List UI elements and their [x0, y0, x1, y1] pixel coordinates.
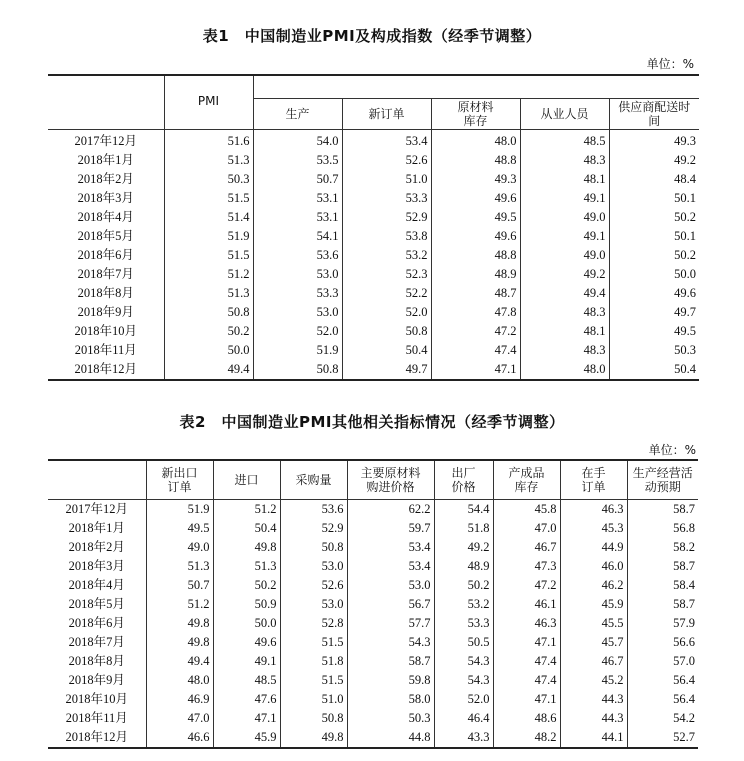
table-cell: 48.3 [520, 303, 609, 322]
table-cell: 53.0 [253, 303, 342, 322]
table-cell: 52.6 [342, 151, 431, 170]
table-cell: 50.0 [213, 614, 280, 633]
table-cell: 51.3 [164, 151, 253, 170]
table-cell: 53.6 [280, 500, 347, 520]
table-cell: 50.3 [164, 170, 253, 189]
table-cell: 51.9 [164, 227, 253, 246]
table-cell: 52.2 [342, 284, 431, 303]
table-cell: 56.6 [627, 633, 698, 652]
pmi-composition-table [48, 74, 699, 381]
table-cell: 56.8 [627, 519, 698, 538]
table-cell: 58.7 [347, 652, 434, 671]
table-cell: 53.5 [253, 151, 342, 170]
table-cell: 50.2 [213, 576, 280, 595]
table-cell: 53.4 [347, 538, 434, 557]
table-cell: 47.4 [431, 341, 520, 360]
table-cell: 48.1 [520, 170, 609, 189]
table-cell: 45.8 [493, 500, 560, 520]
table-row [48, 265, 699, 284]
table-cell: 51.8 [280, 652, 347, 671]
row-month-label: 2018年9月 [77, 305, 134, 319]
table-cell: 50.8 [280, 709, 347, 728]
table-cell: 49.6 [431, 227, 520, 246]
table-cell: 48.5 [213, 671, 280, 690]
table-cell: 52.8 [280, 614, 347, 633]
row-month-label: 2018年4月 [77, 210, 134, 224]
table-cell: 46.7 [493, 538, 560, 557]
table-cell: 53.4 [347, 557, 434, 576]
table-cell: 49.1 [213, 652, 280, 671]
table-cell: 47.3 [493, 557, 560, 576]
table-cell: 49.6 [609, 284, 699, 303]
row-month-label: 2018年11月 [65, 711, 128, 725]
table-cell: 53.0 [347, 576, 434, 595]
table-cell: 58.7 [627, 595, 698, 614]
table-cell: 49.8 [146, 633, 213, 652]
table-cell: 43.3 [434, 728, 493, 748]
table2-unit-label: 单位：% [648, 443, 696, 457]
table-cell: 52.0 [253, 322, 342, 341]
table-cell: 48.0 [146, 671, 213, 690]
row-month-label: 2018年12月 [74, 362, 137, 376]
table-cell: 44.3 [560, 709, 627, 728]
table-cell: 49.5 [431, 208, 520, 227]
row-month-label: 2018年7月 [77, 267, 134, 281]
table-cell: 50.4 [609, 360, 699, 380]
table-cell: 48.8 [431, 151, 520, 170]
table-row [48, 284, 699, 303]
table2-body [48, 500, 698, 749]
table-cell: 50.1 [609, 227, 699, 246]
table1-subheader-cell: 供应商配送时 间 [609, 99, 699, 130]
table-cell: 44.8 [347, 728, 434, 748]
table-cell: 54.0 [253, 130, 342, 152]
table-cell: 51.8 [434, 519, 493, 538]
row-month-label: 2018年3月 [77, 191, 134, 205]
row-month-label: 2018年1月 [68, 521, 125, 535]
table-cell: 58.2 [627, 538, 698, 557]
table-cell: 44.3 [560, 690, 627, 709]
table-cell: 54.2 [627, 709, 698, 728]
table-cell: 48.9 [431, 265, 520, 284]
table-cell: 48.6 [493, 709, 560, 728]
table-cell: 49.1 [520, 227, 609, 246]
row-month-label: 2018年3月 [68, 559, 125, 573]
table1-header-pmi: PMI [164, 75, 253, 130]
pmi-other-indicators-table [48, 459, 698, 749]
table-cell: 54.4 [434, 500, 493, 520]
table-cell: 51.5 [164, 246, 253, 265]
table-cell: 58.7 [627, 557, 698, 576]
table-cell: 51.5 [280, 633, 347, 652]
table-cell: 49.6 [213, 633, 280, 652]
table-cell: 51.2 [164, 265, 253, 284]
table-cell: 44.9 [560, 538, 627, 557]
table-cell: 50.2 [609, 208, 699, 227]
table1-subheader-cell: 新订单 [342, 99, 431, 130]
table-cell: 51.3 [213, 557, 280, 576]
table2-header-cell: 生产经营活 动预期 [627, 460, 698, 500]
table-cell: 45.3 [560, 519, 627, 538]
table-row [48, 633, 698, 652]
table-cell: 49.0 [520, 246, 609, 265]
table-row [48, 341, 699, 360]
table-cell: 46.0 [560, 557, 627, 576]
table-cell: 50.0 [164, 341, 253, 360]
table-row [48, 151, 699, 170]
table-cell: 48.8 [431, 246, 520, 265]
table-cell: 46.2 [560, 576, 627, 595]
table-cell: 54.3 [347, 633, 434, 652]
table-cell: 58.7 [627, 500, 698, 520]
table-cell: 50.7 [146, 576, 213, 595]
table1-body [48, 130, 699, 381]
table2-header-cell: 采购量 [280, 460, 347, 500]
table-row [48, 728, 698, 748]
row-month-label: 2018年8月 [77, 286, 134, 300]
table-row [48, 246, 699, 265]
table1-unit-label: 单位：% [646, 57, 694, 71]
table-cell: 47.2 [431, 322, 520, 341]
table-row [48, 130, 699, 152]
table-cell: 53.8 [342, 227, 431, 246]
table-cell: 47.4 [493, 671, 560, 690]
table-cell: 52.0 [434, 690, 493, 709]
table-cell: 51.3 [164, 284, 253, 303]
table-cell: 48.9 [434, 557, 493, 576]
row-month-label: 2018年9月 [68, 673, 125, 687]
table-cell: 47.6 [213, 690, 280, 709]
table-cell: 49.0 [146, 538, 213, 557]
table-cell: 50.4 [213, 519, 280, 538]
table-cell: 54.3 [434, 652, 493, 671]
table-row [48, 500, 698, 520]
table-cell: 48.0 [431, 130, 520, 152]
row-month-label: 2018年5月 [77, 229, 134, 243]
table-cell: 50.3 [609, 341, 699, 360]
table-cell: 53.2 [342, 246, 431, 265]
row-month-label: 2018年7月 [68, 635, 125, 649]
table-cell: 53.0 [253, 265, 342, 284]
table2-header-cell: 在手 订单 [560, 460, 627, 500]
table-cell: 51.2 [213, 500, 280, 520]
table-cell: 49.0 [520, 208, 609, 227]
table-cell: 49.4 [164, 360, 253, 380]
table-row [48, 322, 699, 341]
table-cell: 50.8 [280, 538, 347, 557]
table-row [48, 671, 698, 690]
table-cell: 48.7 [431, 284, 520, 303]
table-cell: 50.8 [342, 322, 431, 341]
table-row [48, 690, 698, 709]
table-cell: 50.8 [164, 303, 253, 322]
table-cell: 49.2 [520, 265, 609, 284]
row-month-label: 2018年11月 [74, 343, 137, 357]
table-cell: 54.3 [434, 671, 493, 690]
table-cell: 50.4 [342, 341, 431, 360]
table-cell: 51.3 [146, 557, 213, 576]
table-cell: 51.5 [164, 189, 253, 208]
table-cell: 52.7 [627, 728, 698, 748]
table-cell: 47.8 [431, 303, 520, 322]
table-row [48, 709, 698, 728]
table-cell: 47.1 [493, 633, 560, 652]
row-month-label: 2018年6月 [68, 616, 125, 630]
table-cell: 49.8 [280, 728, 347, 748]
table-cell: 48.3 [520, 341, 609, 360]
table-cell: 56.7 [347, 595, 434, 614]
table-cell: 46.3 [560, 500, 627, 520]
table-row [48, 576, 698, 595]
table2-corner-cell [48, 460, 146, 500]
table-row [48, 360, 699, 380]
table-cell: 47.1 [213, 709, 280, 728]
table2-header-row [48, 460, 698, 500]
table-row [48, 208, 699, 227]
table-cell: 53.3 [342, 189, 431, 208]
table-row [48, 538, 698, 557]
table-cell: 51.0 [342, 170, 431, 189]
table-cell: 48.4 [609, 170, 699, 189]
table-cell: 50.9 [213, 595, 280, 614]
table-cell: 44.1 [560, 728, 627, 748]
row-month-label: 2017年12月 [74, 134, 137, 148]
table-cell: 49.7 [342, 360, 431, 380]
table-cell: 57.7 [347, 614, 434, 633]
table-cell: 53.4 [342, 130, 431, 152]
table-cell: 52.6 [280, 576, 347, 595]
table-row [48, 189, 699, 208]
table-row [48, 614, 698, 633]
table-cell: 51.6 [164, 130, 253, 152]
table-cell: 46.1 [493, 595, 560, 614]
table-cell: 50.7 [253, 170, 342, 189]
table2-header-cell: 出厂 价格 [434, 460, 493, 500]
table-cell: 49.7 [609, 303, 699, 322]
table-cell: 49.2 [609, 151, 699, 170]
table-cell: 47.0 [493, 519, 560, 538]
table-cell: 48.0 [520, 360, 609, 380]
table-cell: 51.4 [164, 208, 253, 227]
table-cell: 49.8 [213, 538, 280, 557]
table-cell: 52.3 [342, 265, 431, 284]
table-cell: 56.4 [627, 671, 698, 690]
table-cell: 50.2 [609, 246, 699, 265]
table-cell: 46.7 [560, 652, 627, 671]
table-row [48, 519, 698, 538]
table-cell: 49.1 [520, 189, 609, 208]
table-row [48, 557, 698, 576]
table-cell: 45.9 [560, 595, 627, 614]
table-cell: 48.5 [520, 130, 609, 152]
row-month-label: 2017年12月 [65, 502, 128, 516]
row-month-label: 2018年12月 [65, 730, 128, 744]
table-cell: 53.1 [253, 189, 342, 208]
table-cell: 45.2 [560, 671, 627, 690]
table-cell: 46.6 [146, 728, 213, 748]
table-cell: 52.9 [280, 519, 347, 538]
table-cell: 49.2 [434, 538, 493, 557]
table-cell: 49.3 [431, 170, 520, 189]
table-cell: 49.4 [146, 652, 213, 671]
table2-header-cell: 主要原材料 购进价格 [347, 460, 434, 500]
table1-subheader-cell: 原材料 库存 [431, 99, 520, 130]
table-cell: 52.0 [342, 303, 431, 322]
table-cell: 47.1 [493, 690, 560, 709]
table-cell: 46.3 [493, 614, 560, 633]
table-cell: 58.4 [627, 576, 698, 595]
table-cell: 46.4 [434, 709, 493, 728]
table-cell: 49.3 [609, 130, 699, 152]
table-cell: 51.5 [280, 671, 347, 690]
table-cell: 49.6 [431, 189, 520, 208]
row-month-label: 2018年6月 [77, 248, 134, 262]
table1-subheader-cell: 从业人员 [520, 99, 609, 130]
table-row [48, 652, 698, 671]
table-cell: 59.8 [347, 671, 434, 690]
row-month-label: 2018年2月 [77, 172, 134, 186]
row-month-label: 2018年4月 [68, 578, 125, 592]
table-cell: 50.0 [609, 265, 699, 284]
table-cell: 47.0 [146, 709, 213, 728]
table-cell: 58.0 [347, 690, 434, 709]
table-cell: 45.9 [213, 728, 280, 748]
table-cell: 49.4 [520, 284, 609, 303]
table-cell: 59.7 [347, 519, 434, 538]
table-cell: 50.3 [347, 709, 434, 728]
table-cell: 54.1 [253, 227, 342, 246]
table-cell: 48.2 [493, 728, 560, 748]
table-cell: 51.9 [146, 500, 213, 520]
table-cell: 50.2 [434, 576, 493, 595]
table-cell: 47.1 [431, 360, 520, 380]
table-cell: 49.8 [146, 614, 213, 633]
table-cell: 56.4 [627, 690, 698, 709]
table-cell: 51.2 [146, 595, 213, 614]
table-cell: 50.8 [253, 360, 342, 380]
table-cell: 57.9 [627, 614, 698, 633]
row-month-label: 2018年10月 [74, 324, 137, 338]
table-cell: 47.4 [493, 652, 560, 671]
table-cell: 50.5 [434, 633, 493, 652]
row-month-label: 2018年5月 [68, 597, 125, 611]
table-cell: 53.1 [253, 208, 342, 227]
table-cell: 52.9 [342, 208, 431, 227]
row-month-label: 2018年8月 [68, 654, 125, 668]
table-cell: 49.5 [609, 322, 699, 341]
table2-header-cell: 新出口 订单 [146, 460, 213, 500]
table-cell: 53.2 [434, 595, 493, 614]
table1-title: 表1 中国制造业PMI及构成指数（经季节调整） [202, 27, 542, 45]
table-cell: 50.2 [164, 322, 253, 341]
table-cell: 53.3 [253, 284, 342, 303]
table-cell: 53.3 [434, 614, 493, 633]
table2-title: 表2 中国制造业PMI其他相关指标情况（经季节调整） [179, 413, 565, 431]
table-cell: 48.3 [520, 151, 609, 170]
table1-subheader-cell: 生产 [253, 99, 342, 130]
table1-corner-cell [48, 75, 164, 130]
table-row [48, 227, 699, 246]
table-cell: 62.2 [347, 500, 434, 520]
table1-header-group [253, 75, 699, 99]
table-cell: 50.1 [609, 189, 699, 208]
table-cell: 51.9 [253, 341, 342, 360]
table2-header-cell: 产成品 库存 [493, 460, 560, 500]
row-month-label: 2018年2月 [68, 540, 125, 554]
table-cell: 49.5 [146, 519, 213, 538]
table-cell: 51.0 [280, 690, 347, 709]
table-cell: 45.5 [560, 614, 627, 633]
table-row [48, 595, 698, 614]
table-cell: 45.7 [560, 633, 627, 652]
table-row [48, 170, 699, 189]
table-cell: 57.0 [627, 652, 698, 671]
row-month-label: 2018年10月 [65, 692, 128, 706]
table-cell: 48.1 [520, 322, 609, 341]
table-row [48, 303, 699, 322]
row-month-label: 2018年1月 [77, 153, 134, 167]
table-cell: 46.9 [146, 690, 213, 709]
table-cell: 53.0 [280, 557, 347, 576]
table-cell: 53.0 [280, 595, 347, 614]
table2-header-cell: 进口 [213, 460, 280, 500]
table-cell: 53.6 [253, 246, 342, 265]
table-cell: 47.2 [493, 576, 560, 595]
